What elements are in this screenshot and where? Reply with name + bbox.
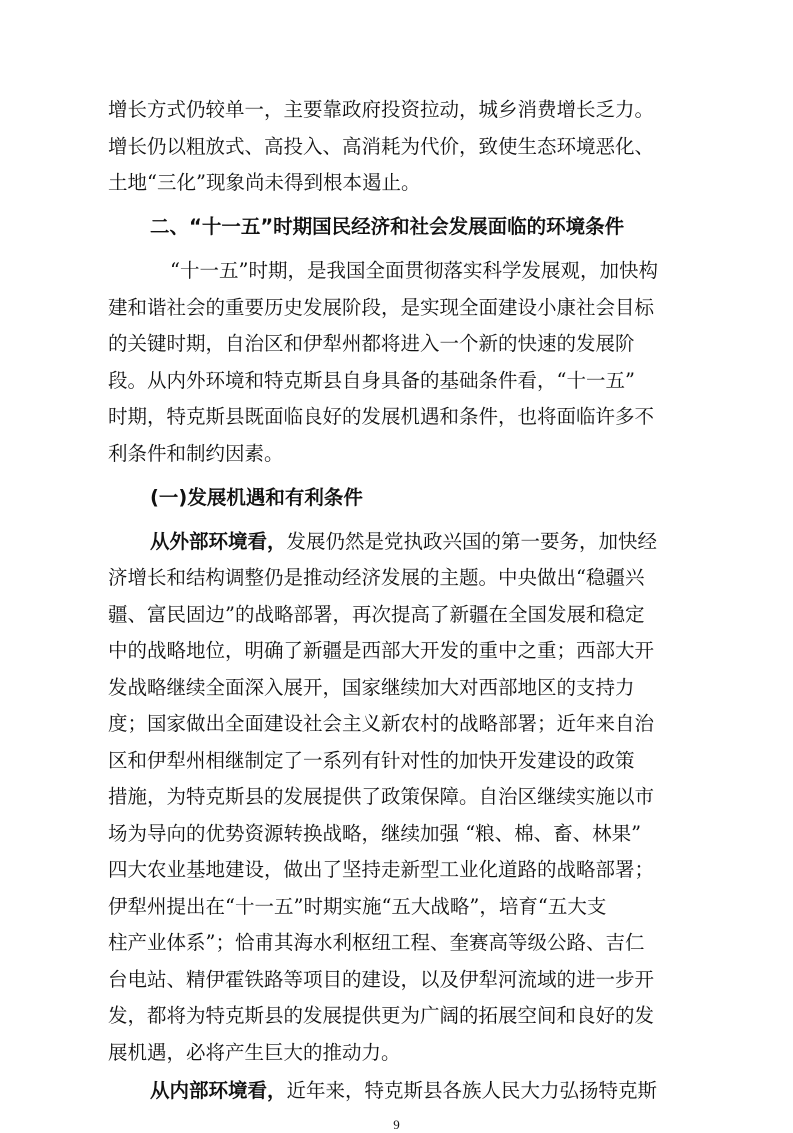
line-text: 近年来，特克斯县各族人民大力弘扬特克斯	[286, 1079, 658, 1102]
paragraph-line: 区和伊犁州相继制定了一系列有针对性的加快开发建设的政策	[108, 749, 635, 772]
paragraph-line: 时期，特克斯县既面临良好的发展机遇和条件，也将面临许多不	[108, 405, 655, 428]
paragraph-line: 利条件和制约因素。	[108, 442, 284, 465]
bold-lead: 从外部环境看，	[150, 530, 287, 553]
page-number: 9	[393, 1117, 400, 1132]
paragraph-line: 段。从内外环境和特克斯县自身具备的基础条件看，“十一五”	[108, 369, 635, 392]
bold-lead: 从内部环境看，	[150, 1079, 287, 1102]
paragraph-line: 的关键时期，自治区和伊犁州都将进入一个新的快速的发展阶	[108, 332, 635, 355]
paragraph-line: 台电站、精伊霍铁路等项目的建设，以及伊犁河流域的进一步开	[108, 968, 655, 991]
section-heading: 二、“十一五”时期国民经济和社会发展面临的环境条件	[150, 215, 625, 238]
subsection-heading: (一)发展机遇和有利条件	[150, 486, 363, 509]
paragraph-line: 中的战略地位，明确了新疆是西部大开发的重中之重；西部大开	[108, 639, 655, 662]
line-text: 发展仍然是党执政兴国的第一要务，加快经	[286, 530, 658, 553]
paragraph-line: 增长方式仍较单一，主要靠政府投资拉动，城乡消费增长乏力。	[108, 98, 655, 121]
paragraph-line: 伊犁州提出在“十一五”时期实施“五大战略”，培育“五大支	[108, 895, 607, 918]
paragraph-line: 济增长和结构调整仍是推动经济发展的主题。中央做出“稳疆兴	[108, 566, 645, 589]
paragraph-line: 四大农业基地建设，做出了坚持走新型工业化道路的战略部署；	[108, 858, 655, 881]
paragraph-line: 增长仍以粗放式、高投入、高消耗为代价，致使生态环境恶化、	[108, 135, 655, 158]
paragraph-line: 发，都将为特克斯县的发展提供更为广阔的拓展空间和良好的发	[108, 1004, 655, 1027]
paragraph-first-line	[150, 1077, 657, 1105]
paragraph-line: 发战略继续全面深入展开，国家继续加大对西部地区的支持力	[108, 676, 635, 699]
paragraph-line: 建和谐社会的重要历史发展阶段，是实现全面建设小康社会目标	[108, 296, 655, 319]
paragraph-line: 柱产业体系”；恰甫其海水利枢纽工程、奎赛高等级公路、吉仁	[108, 931, 645, 954]
paragraph-line: “十一五”时期，是我国全面贯彻落实科学发展观，加快构	[170, 259, 658, 282]
paragraph-line: 场为导向的优势资源转换战略，继续加强 “粮、棉、畜、林果”	[108, 822, 642, 845]
paragraph-line: 度；国家做出全面建设社会主义新农村的战略部署；近年来自治	[108, 712, 655, 735]
paragraph-first-line	[150, 528, 657, 556]
paragraph-line: 展机遇，必将产生巨大的推动力。	[108, 1041, 401, 1064]
paragraph-line: 措施，为特克斯县的发展提供了政策保障。自治区继续实施以市	[108, 785, 655, 808]
paragraph-line: 疆、富民固边”的战略部署，再次提高了新疆在全国发展和稳定	[108, 603, 645, 626]
paragraph-line: 土地“三化”现象尚未得到根本遏止。	[108, 171, 421, 194]
